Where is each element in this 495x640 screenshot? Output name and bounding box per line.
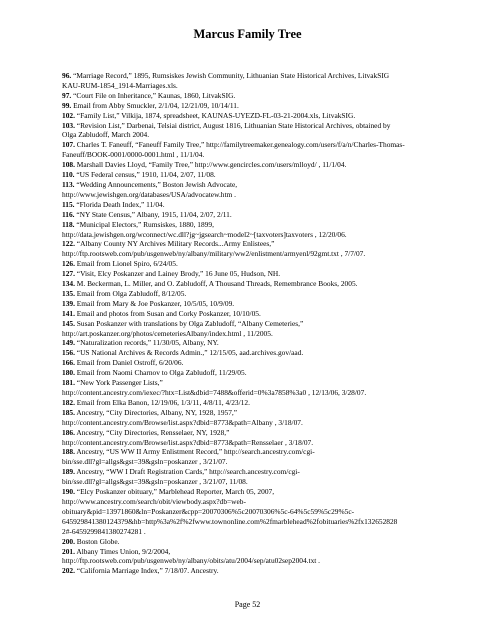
reference-number: 118. — [62, 219, 75, 229]
reference-number: 181. — [62, 378, 75, 388]
reference-text: http://content.ancestry.com/Browse/list.aspx?dbid=8773&path=Albany , 3/18/07. — [62, 417, 303, 427]
reference-line — [62, 81, 484, 91]
reference-entry — [62, 259, 484, 269]
reference-line — [62, 210, 484, 220]
reference-number: 145. — [62, 318, 75, 328]
reference-entry — [62, 487, 484, 537]
reference-line — [62, 418, 484, 428]
reference-entry — [62, 358, 484, 368]
reference-entry — [62, 398, 484, 408]
reference-entry — [62, 111, 484, 121]
reference-line — [62, 566, 484, 576]
reference-text: “Visit, Elcy Poskanzer and Lainey Brody,” 16 June 05, Hudson, NH. — [76, 269, 281, 279]
reference-number: 166. — [62, 358, 75, 368]
reference-number: 139. — [62, 298, 75, 308]
reference-line — [62, 338, 484, 348]
reference-entry — [62, 378, 484, 398]
reference-text: bin/sse.dll?gl=allgs&gst=39&gsln=poskanzer , 3/21/07. — [62, 457, 228, 467]
reference-text: obituary&pid=13971860&ln=Poskanzer&cpp=20070306%5c20070306%5c-64%5c59%5c29%5c- — [62, 506, 355, 516]
reference-entry — [62, 309, 484, 319]
reference-line — [62, 447, 484, 457]
reference-line — [62, 319, 484, 329]
reference-entry — [62, 239, 484, 259]
reference-line — [62, 259, 484, 269]
reference-text: Albany Times Union, 9/2/2004, — [76, 546, 171, 556]
reference-entry — [62, 180, 484, 200]
reference-text: http://art.poskanzer.org/photos/cemeteriesAlbany/index.html , 11/2005. — [62, 328, 273, 338]
reference-number: 200. — [62, 536, 75, 546]
reference-text: Email from Lionel Spiro, 6/24/05. — [76, 259, 178, 269]
reference-line — [62, 239, 484, 249]
reference-entry — [62, 447, 484, 467]
reference-number: 103. — [62, 120, 75, 130]
reference-line — [62, 279, 484, 289]
reference-line — [62, 190, 484, 200]
reference-line — [62, 91, 484, 101]
reference-line — [62, 358, 484, 368]
reference-text: http://ftp.rootsweb.com/pub/usgenweb/ny/albany/obits/atu/2004/sep/atu02sep2004.txt . — [62, 556, 321, 566]
reference-number: 141. — [62, 308, 75, 318]
reference-line — [62, 130, 484, 140]
reference-text: KAU-RUM-1854_1914-Marriages.xls. — [62, 80, 178, 90]
reference-number: 134. — [62, 279, 75, 289]
reference-number: 116. — [62, 209, 75, 219]
reference-text: Marshall Davies Lloyd, “Family Tree,” http://www.gencircles.com/users/mlloyd/ , 11/1/04. — [76, 160, 347, 170]
reference-number: 202. — [62, 566, 75, 576]
reference-text: Boston Globe. — [76, 536, 120, 546]
reference-text: Ancestry, “City Directories, Rensselaer, NY, 1928,” — [76, 427, 230, 437]
reference-entry — [62, 338, 484, 348]
reference-text: Susan Poskanzer with translations by Olga Zabludoff, “Albany Cemeteries,” — [76, 318, 304, 328]
reference-text: “Revision List,” Darbenai, Telsiai district, August 1816, Lithuanian State Historical Archives, obtained by — [76, 120, 391, 130]
reference-line — [62, 517, 484, 527]
reference-number: 188. — [62, 447, 75, 457]
reference-number: 126. — [62, 259, 75, 269]
reference-number: 115. — [62, 199, 75, 209]
reference-line — [62, 111, 484, 121]
reference-line — [62, 537, 484, 547]
reference-number: 97. — [62, 90, 72, 100]
reference-number: 201. — [62, 546, 75, 556]
reference-number: 102. — [62, 110, 75, 120]
reference-text: “Florida Death Index,” 11/04. — [76, 199, 165, 209]
reference-line — [62, 556, 484, 566]
reference-entry — [62, 220, 484, 240]
reference-text: “Albany County NY Archives Military Records...Army Enlistees,” — [76, 239, 275, 249]
reference-number: 96. — [62, 71, 72, 80]
reference-number: 99. — [62, 100, 72, 110]
reference-text: bin/sse.dll?gl=allgs&gst=39&gsln=poskanzer , 3/21/07, 11/08. — [62, 477, 248, 487]
reference-line — [62, 121, 484, 131]
reference-text: “Family List,” Vilkija, 1874, spreadsheet, KAUNAS-UYEZD-FL-03-21-2004.xls, LitvakSIG. — [76, 110, 356, 120]
reference-entry — [62, 170, 484, 180]
reference-number: 135. — [62, 288, 75, 298]
reference-number: 185. — [62, 407, 75, 417]
reference-text: Ancestry, “WW I Draft Registration Cards,” http://search.ancestry.com/cgi- — [76, 467, 300, 477]
reference-entry — [62, 121, 484, 141]
reference-text: Email from Daniel Ostroff, 6/20/06. — [76, 358, 184, 368]
reference-text: Olga Zabludoff, March 2004. — [62, 130, 150, 140]
reference-text: Faneuff/BOOK-0001/0000-0001.html , 11/1/04. — [62, 150, 205, 160]
reference-text: “Marriage Record,” 1895, Rumsiskes Jewish Community, Lithuanian State Historical Archives, LitvakSIG — [73, 71, 390, 80]
reference-line — [62, 230, 484, 240]
reference-line — [62, 140, 484, 150]
reference-text: 6459298413801243?9&hb=http%3a%2f%2fwww.townonline.com%2fmarblehead%2fobituaries%2fx132652828 — [62, 516, 398, 526]
reference-entry — [62, 348, 484, 358]
reference-entry — [62, 289, 484, 299]
reference-line — [62, 507, 484, 517]
reference-number: 107. — [62, 140, 75, 150]
reference-line — [62, 269, 484, 279]
reference-text: “Municipal Electors,” Rumsiskes, 1880, 1899, — [76, 219, 214, 229]
reference-text: Ancestry, “US WW II Army Enlistment Record,” http://search.ancestry.com/cgi- — [76, 447, 315, 457]
reference-line — [62, 170, 484, 180]
reference-line — [62, 180, 484, 190]
reference-entry — [62, 537, 484, 547]
reference-line — [62, 299, 484, 309]
reference-line — [62, 438, 484, 448]
reference-text: “New York Passenger Lists,” — [76, 378, 163, 388]
reference-line — [62, 368, 484, 378]
reference-number: 108. — [62, 160, 75, 170]
reference-entry — [62, 408, 484, 428]
reference-number: 122. — [62, 239, 75, 249]
reference-number: 189. — [62, 467, 75, 477]
reference-text: Email from Abby Smuckler, 2/1/04, 12/21/09, 10/14/11. — [73, 100, 239, 110]
reference-text: http://www.jewishgen.org/databases/USA/advocatew.htm . — [62, 189, 236, 199]
reference-number: 180. — [62, 368, 75, 378]
reference-line — [62, 309, 484, 319]
reference-list — [62, 71, 484, 576]
reference-line — [62, 329, 484, 339]
reference-line — [62, 348, 484, 358]
reference-text: “Court File on Inheritance,” Kaunas, 1860, LitvakSIG. — [73, 90, 236, 100]
reference-entry — [62, 160, 484, 170]
reference-text: 2#-6459299841380274281 . — [62, 526, 146, 536]
reference-text: “California Marriage Index,” 7/18/07. Ancestry. — [76, 566, 219, 576]
reference-entry — [62, 200, 484, 210]
reference-entry — [62, 319, 484, 339]
reference-number: 149. — [62, 338, 75, 348]
reference-entry — [62, 101, 484, 111]
page-title: Marcus Family Tree — [193, 27, 302, 41]
reference-text: “Wedding Announcements,” Boston Jewish Advocate, — [76, 179, 238, 189]
reference-entry — [62, 279, 484, 289]
reference-entry — [62, 547, 484, 567]
reference-text: “NY State Census,” Albany, 1915, 11/04, 2/07, 2/11. — [76, 209, 232, 219]
reference-text: Charles T. Faneuff, “Faneuff Family Tree,” http://familytreemaker.genealogy.com/users/f/a/n/Charles-Thomas- — [76, 140, 405, 150]
reference-line — [62, 200, 484, 210]
reference-number: 113. — [62, 179, 75, 189]
reference-text: Email from Olga Zabludoff, 8/12/05. — [76, 288, 187, 298]
reference-text: “Elcy Poskanzer obituary,” Marblehead Reporter, March 05, 2007, — [76, 487, 275, 497]
page-number: Page 52 — [234, 600, 261, 609]
reference-entry — [62, 428, 484, 448]
reference-line — [62, 150, 484, 160]
reference-entry — [62, 71, 484, 91]
reference-line — [62, 487, 484, 497]
reference-line — [62, 497, 484, 507]
reference-entry — [62, 210, 484, 220]
reference-number: 190. — [62, 487, 75, 497]
reference-line — [62, 457, 484, 467]
reference-entry — [62, 368, 484, 378]
reference-line — [62, 378, 484, 388]
reference-line — [62, 101, 484, 111]
reference-text: http://www.ancestry.com/search/obit/viewbody.aspx?db=web- — [62, 496, 246, 506]
reference-entry — [62, 140, 484, 160]
reference-line — [62, 408, 484, 418]
reference-text: Email from Elka Banon, 12/19/06, 1/3/11, 4/8/11, 4/23/12. — [76, 397, 250, 407]
reference-line — [62, 289, 484, 299]
reference-line — [62, 547, 484, 557]
reference-entry — [62, 467, 484, 487]
reference-text: M. Beckerman, L. Miller, and O. Zabludoff, A Thousand Threads, Remembrance Books, 2005. — [76, 279, 358, 289]
reference-line — [62, 249, 484, 259]
reference-line — [62, 388, 484, 398]
reference-line — [62, 527, 484, 537]
reference-number: 110. — [62, 170, 75, 180]
reference-text: http://content.ancestry.com/iexec/?htx=List&dbid=7488&offerid=0%3a7858%3a0 , 12/13/06, 3/28/07. — [62, 388, 367, 397]
reference-entry — [62, 299, 484, 309]
reference-entry — [62, 91, 484, 101]
reference-line — [62, 467, 484, 477]
reference-line — [62, 398, 484, 408]
reference-number: 156. — [62, 348, 75, 358]
reference-number: 186. — [62, 427, 75, 437]
reference-number: 182. — [62, 397, 75, 407]
reference-entry — [62, 269, 484, 279]
reference-number: 127. — [62, 269, 75, 279]
reference-text: http://ftp.rootsweb.com/pub/usgenweb/ny/albany/military/ww2/enlistment/armyenl/92gmt.txt , 7/7/07. — [62, 249, 366, 259]
reference-entry — [62, 566, 484, 576]
reference-line — [62, 71, 484, 81]
reference-text: “US National Archives & Records Admin.,” 12/15/05, aad.archives.gov/aad. — [76, 348, 304, 358]
reference-text: Email from Mary & Joe Poskanzer, 10/5/05, 10/9/09. — [76, 298, 235, 308]
reference-text: http://data.jewishgen.org/wconnect/wc.dll?jg~jgsearch~model2~[taxvoters]taxvoters , 12/20/06. — [62, 229, 347, 239]
reference-text: http://content.ancestry.com/Browse/list.aspx?dbid=8773&path=Rensselaer , 3/18/07. — [62, 437, 314, 447]
reference-line — [62, 477, 484, 487]
reference-text: “US Federal census,” 1910, 11/04, 2/07, 11/08. — [76, 170, 216, 180]
reference-text: Email and photos from Susan and Corky Poskanzer, 10/10/05. — [76, 308, 261, 318]
reference-line — [62, 220, 484, 230]
reference-text: “Naturalization records,” 11/30/05, Albany, NY. — [76, 338, 219, 348]
reference-line — [62, 160, 484, 170]
reference-text: Ancestry, “City Directories, Albany, NY, 1928, 1957,” — [76, 407, 238, 417]
reference-text: Email from Naomi Charnov to Olga Zabludoff, 11/29/05. — [76, 368, 247, 378]
reference-line — [62, 428, 484, 438]
